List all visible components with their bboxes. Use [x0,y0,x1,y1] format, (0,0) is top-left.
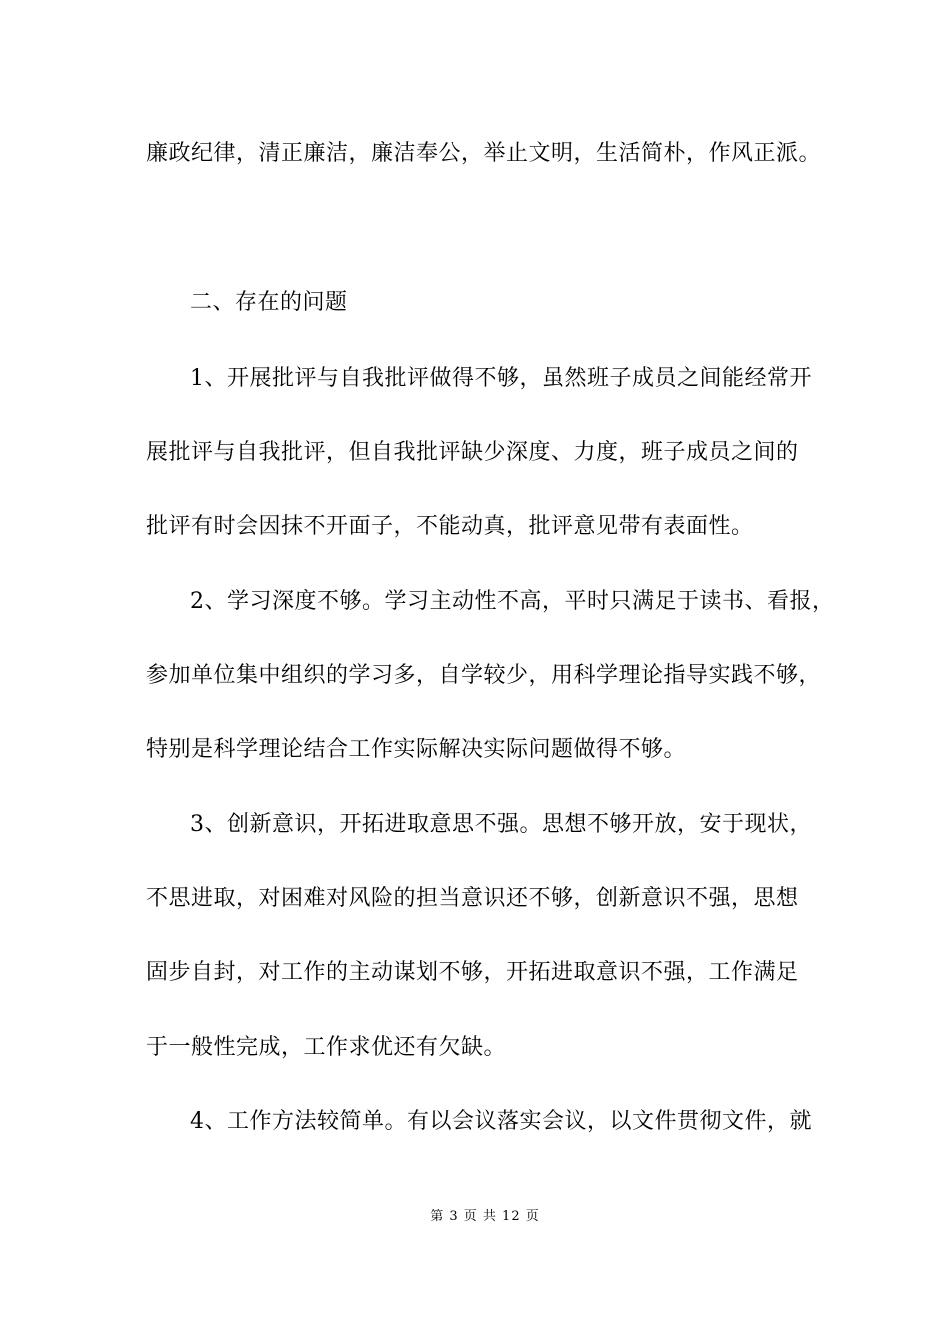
body-line-3: 展批评与自我批评，但自我批评缺少深度、力度，班子成员之间的 [146,440,799,465]
body-line-10: 固步自封，对工作的主动谋划不够，开拓进取意识不强，工作满足 [146,960,799,985]
body-line-4: 批评有时会因抹不开面子，不能动真，批评意见带有表面性。 [146,514,754,539]
body-line-11: 于一般性完成，工作求优还有欠缺。 [146,1035,507,1060]
page-number-footer: 第 3 页 共 12 页 [430,1209,540,1224]
body-line-5: 2、学习深度不够。学习主动性不高，平时只满足于读书、看报， [190,589,835,614]
body-line-12: 4、工作方法较简单。有以会议落实会议，以文件贯彻文件，就 [190,1109,812,1134]
body-line-1: 廉政纪律，清正廉洁，廉洁奉公，举止文明，生活简朴，作风正派。 [146,141,822,166]
body-line-7: 特别是科学理论结合工作实际解决实际问题做得不够。 [146,737,687,762]
body-line-9: 不思进取，对困难对风险的担当意识还不够，创新意识不强，思想 [146,886,799,911]
section-heading: 二、存在的问题 [190,290,348,315]
body-line-6: 参加单位集中组织的学习多，自学较少，用科学理论指导实践不够， [146,663,822,688]
body-line-8: 3、创新意识，开拓进取意思不强。思想不够开放，安于现状， [190,812,812,837]
body-line-2: 1、开展批评与自我批评做得不够，虽然班子成员之间能经常开 [190,366,812,391]
